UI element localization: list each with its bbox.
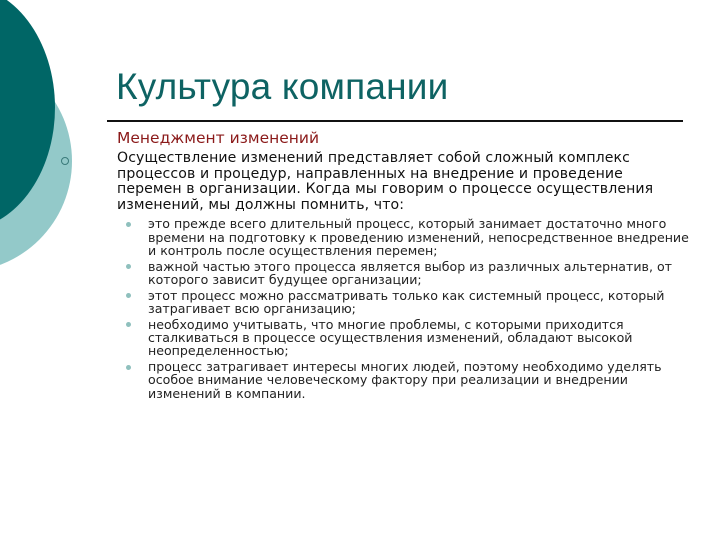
dot-bullet-icon bbox=[126, 264, 131, 269]
sub-point-text: необходимо учитывать, что многие проблемы, с которыми приходится сталкиваться в процессе осуществления изменений, обладают высокой неопределенностью; bbox=[148, 316, 633, 359]
dot-bullet-icon bbox=[126, 293, 131, 298]
dot-bullet-icon bbox=[126, 222, 131, 227]
sub-point-text: процесс затрагивает интересы многих людей, поэтому необходимо уделять особое внимание человеческому фактору при реализации и внедрении изменений в компании. bbox=[148, 359, 662, 401]
sub-point-text: важной частью этого процесса является выбор из различных альтернатив, от которого зависит будущее организации; bbox=[148, 258, 673, 287]
list-item bbox=[117, 260, 690, 286]
list-item bbox=[117, 360, 690, 400]
main-point-text: Осуществление изменений представляет собой сложный комплекс процессов и процедур, направленных на внедрение и проведение перемен в организации. Когда мы говорим о процессе осуществления изменений, мы должны помнить, что: bbox=[117, 150, 654, 213]
slide-title: Культура компании bbox=[116, 66, 449, 107]
sub-point-text: этот процесс можно рассматривать только как системный процесс, который затрагивает всю организацию; bbox=[148, 287, 665, 316]
list-item bbox=[117, 217, 690, 257]
list-item bbox=[117, 289, 690, 315]
sub-points-list bbox=[117, 217, 690, 399]
dot-bullet-icon bbox=[126, 365, 131, 370]
main-bullet-point bbox=[60, 151, 690, 400]
slide-subtitle: Менеджмент изменений bbox=[117, 129, 320, 147]
hollow-circle-bullet-icon bbox=[61, 157, 69, 165]
dot-bullet-icon bbox=[126, 322, 131, 327]
slide-content bbox=[60, 128, 690, 402]
title-divider bbox=[107, 120, 683, 122]
sub-point-text: это прежде всего длительный процесс, который занимает достаточно много времени на подготовку к проведению изменений, непосредственное внедрение и контроль после осуществления перемен; bbox=[148, 216, 689, 258]
list-item bbox=[117, 318, 690, 358]
